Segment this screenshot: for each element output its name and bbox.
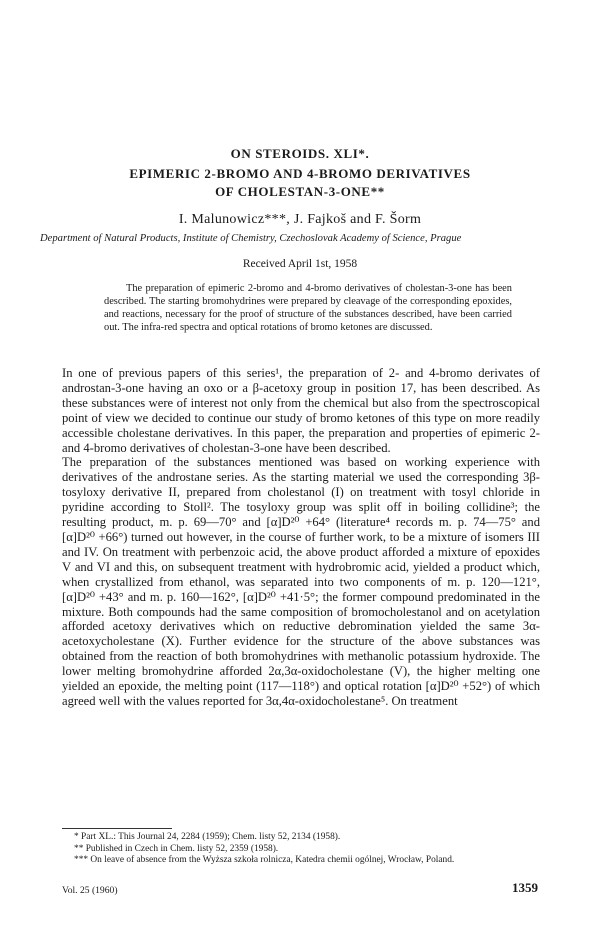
title-line-3: OF CHOLESTAN-3-ONE** (215, 184, 385, 199)
received-date: Received April 1st, 1958 (242, 258, 358, 270)
abstract: The preparation of epimeric 2-bromo and 4-bromo derivatives of cholestan-3-one has been described. The starting bromohydrines were prepared by cleavage of the corresponding epoxides, and reactions, necessary for the proof of structure of the substances described, have been carried out. The infra-red spectra and optical rotations of bromo ketones are discussed. (104, 283, 512, 333)
page-number: 1359 (512, 880, 538, 895)
footnote-rule (62, 828, 172, 829)
footnote-2: ** Published in Czech in Chem. listy 52, 2359 (1958). (74, 843, 279, 854)
footnotes (62, 832, 540, 867)
body-text (62, 366, 540, 709)
title-line-1: ON STEROIDS. XLI*. (230, 146, 370, 161)
authors: I. Malunowicz***, J. Fajkoš and F. Šorm (178, 212, 422, 227)
body-paragraph-1: In one of previous papers of this series¹, the preparation of 2- and 4-bromo derivates of androstan-3-one having an oxo or a β-acetoxy group in position 17, has been described. As these substances were of interest not only from the chemical but also from the spectroscopical point of view we decided to continue our study of bromo ketones of this type on more readily accessible cholestane derivatives. In this paper, the preparation and properties of epimeric 2- and 4-bromo derivatives of cholestan-3-one have been described. (62, 366, 540, 455)
title-line-2: EPIMERIC 2-BROMO AND 4-BROMO DERIVATIVES (129, 166, 471, 181)
body-paragraph-2: The preparation of the substances mentioned was based on working experience with derivatives of the androstane series. As the starting material we used the corresponding 3β-tosyloxy derivative II, prepared from cholestanol (I) on treatment with tosyl chloride in pyridine according to Stoll². The tosyloxy group was split off in boiling collidine³; the resulting product, m. p. 69—70° and [α]D²⁰ +64° (literature⁴ records m. p. 74—75° and [α]D²⁰ +66°) turned out however, in the course of further work, to be a mixture of isomers III and IV. On treatment with perbenzoic acid, the above product afforded a mixture of epoxides V and VI and this, on subsequent treatment with hydrobromic acid, yielded a product which, when crystallized from ethanol, was separated into two components of m. p. 120—121°, [α]D²⁰ +43° and m. p. 160—162°, [α]D²⁰ +41·5°; the former compound predominated in the mixture. Both compounds had the same composition of bromocholestanol and on acetylation afforded acetoxy derivatives which on reductive debromination yielded the same 3α-acetoxycholestane (X). Further evidence for the structure of the above substances was obtained from the reaction of both bromohydrines with methanolic potassium hydroxide. The lower melting bromohydrine afforded 2α,3α-oxidocholestane (V), the higher melting one yielded an epoxide, the melting point (117—118°) and optical rotation [α]D²⁰ +52°) of which agreed well with the values reported for 3α,4α-oxidocholestane⁵. On treatment (62, 455, 540, 708)
footnote-1: * Part XL.: This Journal 24, 2284 (1959); Chem. listy 52, 2134 (1958). (74, 832, 341, 842)
affiliation: Department of Natural Products, Institute of Chemistry, Czechoslovak Academy of Science, Prague (40, 233, 462, 244)
footnote-3: *** On leave of absence from the Wyższa szkoła rolnicza, Katedra chemii ogólnej, Wrocław, Poland. (74, 855, 455, 866)
volume-info: Vol. 25 (1960) (62, 885, 118, 896)
